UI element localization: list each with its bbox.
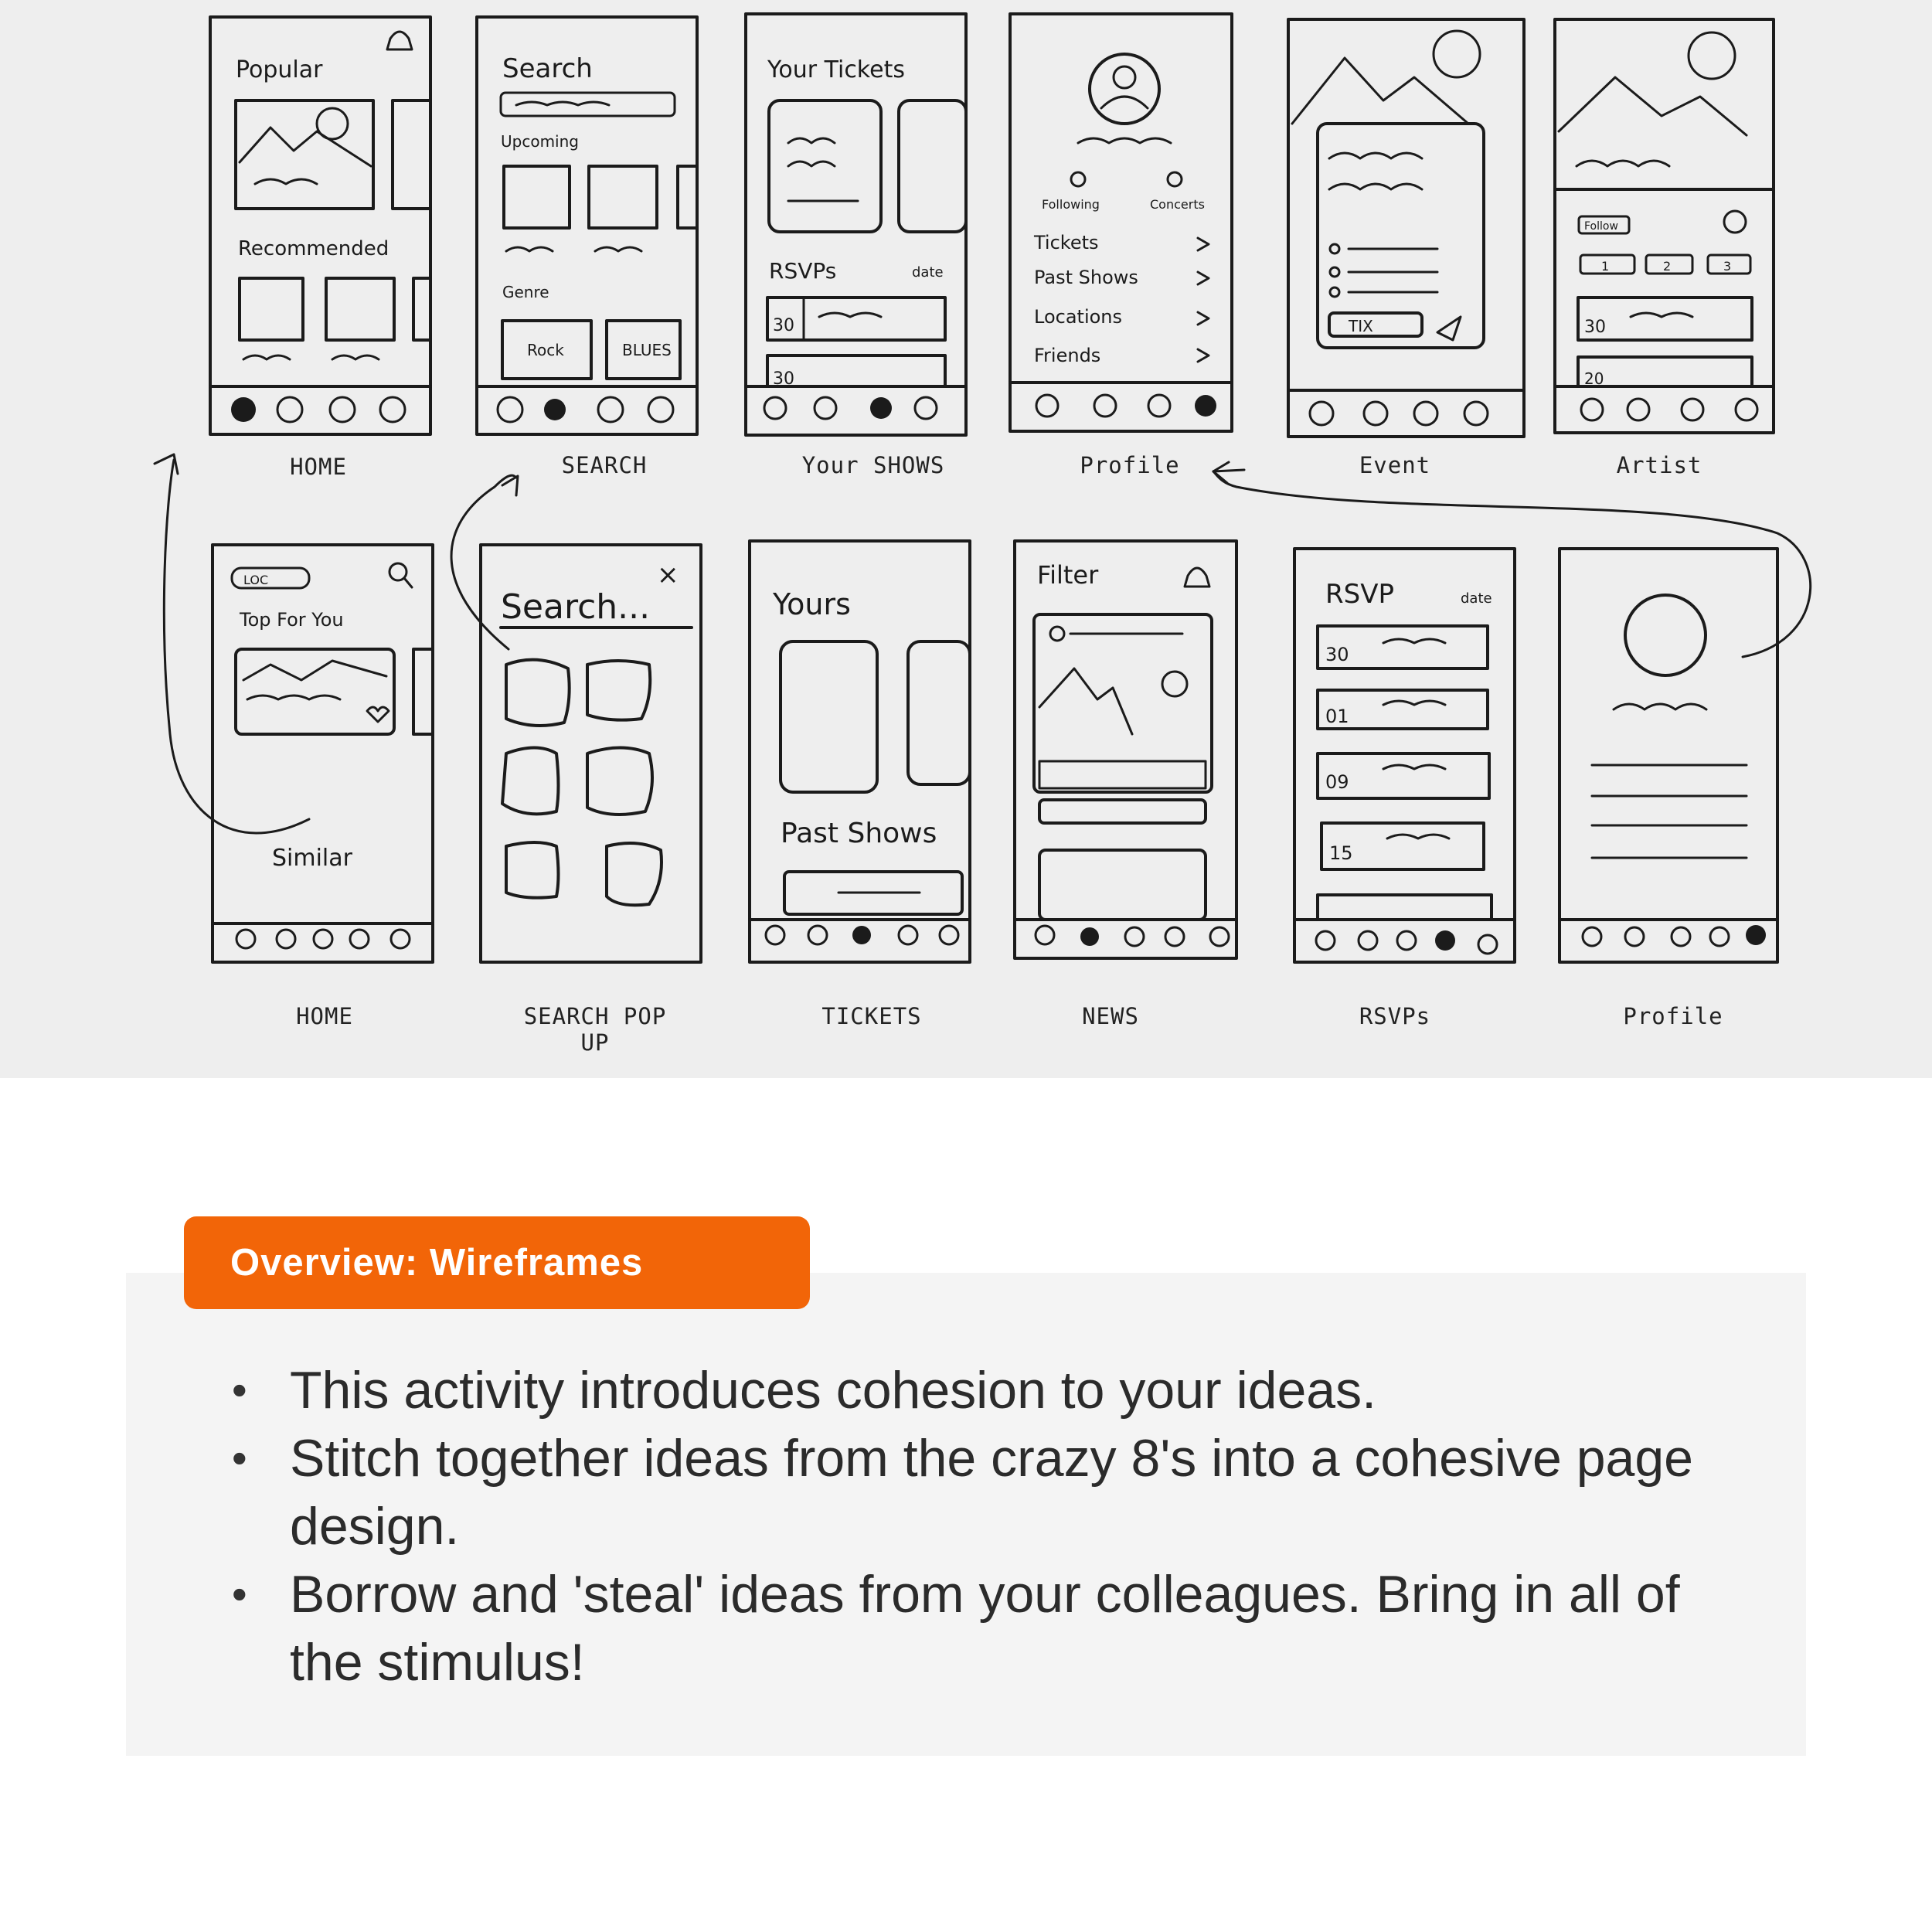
wireframe-label-tickets: TICKETS: [821, 1003, 922, 1029]
svg-text:Upcoming: Upcoming: [501, 132, 579, 151]
svg-text:15: 15: [1329, 842, 1353, 864]
svg-text:Top For You: Top For You: [240, 609, 344, 631]
wireframe-label-profile: Profile: [1080, 452, 1180, 478]
wireframe-label-profile-v2: Profile: [1623, 1003, 1723, 1029]
svg-text:Your Tickets: Your Tickets: [767, 56, 905, 83]
wireframe-event: [1288, 19, 1524, 437]
svg-text:Friends: Friends: [1034, 345, 1101, 366]
wireframe-rsvps: [1294, 549, 1515, 962]
bullet-dot-icon: •: [232, 1570, 247, 1618]
svg-text:Yours: Yours: [773, 587, 851, 621]
svg-text:3: 3: [1723, 259, 1732, 274]
wireframe-label-your-shows: Your SHOWS: [801, 452, 945, 478]
svg-text:Locations: Locations: [1034, 306, 1123, 328]
svg-text:Follow: Follow: [1584, 220, 1618, 233]
svg-text:09: 09: [1325, 771, 1349, 793]
svg-text:1: 1: [1601, 259, 1610, 274]
svg-text:RSVPs: RSVPs: [769, 258, 837, 284]
svg-text:Concerts: Concerts: [1150, 197, 1205, 212]
wireframe-home-v2: [213, 545, 433, 962]
wireframe-label-news: NEWS: [1082, 1003, 1139, 1029]
flow-arrow-profile: [1213, 471, 1811, 657]
svg-text:Search...: Search...: [501, 587, 651, 627]
svg-text:RSVP: RSVP: [1325, 579, 1394, 610]
svg-text:Rock: Rock: [527, 341, 564, 359]
overview-bullet-list: [224, 1356, 1754, 1696]
svg-text:LOC: LOC: [243, 573, 269, 587]
wireframe-news: [1015, 541, 1236, 958]
flow-arrow-home: [164, 460, 309, 833]
wireframe-search: [477, 17, 697, 434]
overview-bullet: [224, 1356, 1754, 1424]
svg-text:01: 01: [1325, 706, 1349, 727]
svg-text:Filter: Filter: [1037, 560, 1099, 590]
wireframe-label-artist: Artist: [1616, 452, 1702, 478]
svg-text:BLUES: BLUES: [622, 341, 672, 359]
bullet-dot-icon: •: [232, 1434, 247, 1482]
svg-text:×: ×: [657, 560, 679, 590]
bullet-dot-icon: •: [232, 1366, 247, 1414]
svg-text:TIX: TIX: [1349, 317, 1373, 335]
svg-text:Search: Search: [502, 53, 593, 84]
svg-text:Past Shows: Past Shows: [781, 818, 937, 849]
svg-text:date: date: [1461, 590, 1492, 607]
wireframe-label-home: HOME: [290, 454, 347, 480]
overview-bullet-text: Borrow and 'steal' ideas from your colleagues. Bring in all of the stimulus!: [290, 1565, 1680, 1692]
overview-badge-label: Overview: Wireframes: [230, 1242, 644, 1284]
wireframe-home: [210, 17, 430, 434]
wireframe-artist: [1555, 19, 1774, 433]
svg-text:date: date: [912, 264, 944, 281]
wireframe-label-search-popup: SEARCH POP UP: [523, 1003, 667, 1056]
svg-text:2: 2: [1663, 259, 1672, 274]
wireframe-tickets: [750, 541, 970, 962]
svg-text:Genre: Genre: [502, 283, 549, 301]
svg-text:Following: Following: [1042, 197, 1100, 212]
svg-text:Tickets: Tickets: [1034, 232, 1099, 253]
wireframe-label-rsvps: RSVPs: [1359, 1003, 1431, 1029]
svg-text:20: 20: [1584, 369, 1604, 388]
svg-text:Recommended: Recommended: [238, 237, 389, 260]
svg-text:30: 30: [1325, 644, 1349, 665]
wireframe-label-home-v2: HOME: [296, 1003, 353, 1029]
overview-bullet-text: Stitch together ideas from the crazy 8's into a cohesive page design.: [290, 1429, 1693, 1556]
wireframe-your-shows: [746, 14, 966, 435]
svg-text:30: 30: [773, 369, 794, 389]
wireframe-search-popup: [481, 545, 701, 962]
svg-text:Popular: Popular: [236, 56, 323, 83]
svg-text:Past Shows: Past Shows: [1034, 267, 1138, 288]
wireframe-profile-v2: [1560, 549, 1777, 962]
svg-text:Similar: Similar: [272, 845, 352, 872]
overview-bullet: [224, 1560, 1754, 1696]
overview-bullet: [224, 1424, 1754, 1560]
overview-bullet-text: This activity introduces cohesion to your ideas.: [290, 1361, 1377, 1420]
svg-text:30: 30: [1584, 318, 1606, 337]
overview-badge: [184, 1216, 810, 1309]
svg-text:30: 30: [773, 316, 794, 335]
wireframe-label-event: Event: [1359, 452, 1431, 478]
wireframe-label-search: SEARCH: [561, 452, 648, 478]
wireframe-profile: [1010, 14, 1232, 431]
